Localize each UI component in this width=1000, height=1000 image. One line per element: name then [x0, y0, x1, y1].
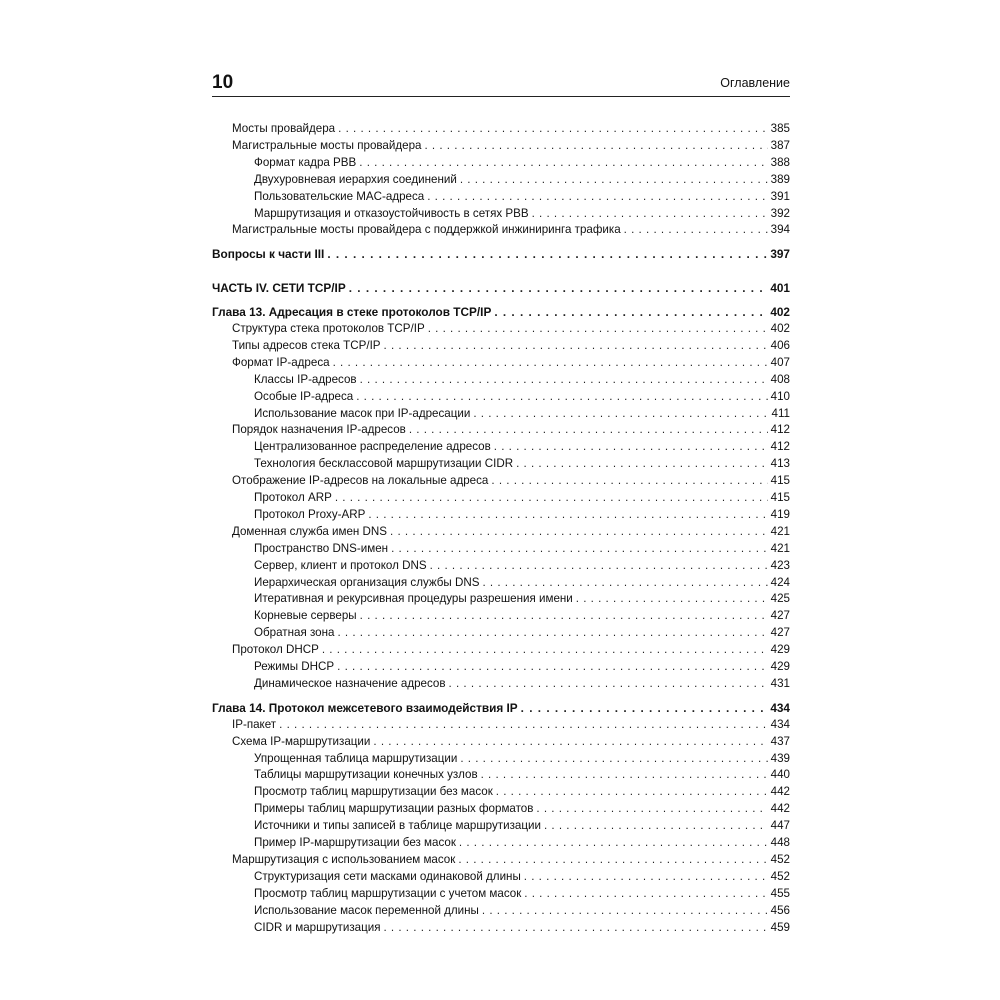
toc-entry-title: Иерархическая организация службы DNS — [254, 575, 480, 589]
toc-entry-page: 429 — [770, 660, 790, 673]
toc-entry — [212, 817, 790, 833]
toc-entry — [212, 624, 790, 640]
toc-entry-title: Динамическое назначение адресов — [254, 676, 446, 690]
toc-entry-page: 452 — [770, 852, 790, 866]
toc-entry — [212, 868, 790, 884]
toc-entry-title: Итеративная и рекурсивная процедуры разрешения имени — [254, 592, 573, 606]
toc-leader-dots — [409, 423, 768, 437]
toc-entry-title: Упрощенная таблица маршрутизации — [254, 751, 458, 765]
toc-entry-page: 392 — [770, 206, 790, 220]
toc-entry-title: ЧАСТЬ IV. СЕТИ TCP/IP — [212, 281, 346, 296]
toc-entry — [212, 438, 790, 454]
toc-leader-dots — [383, 921, 767, 935]
toc-leader-dots — [337, 626, 767, 640]
toc-leader-dots — [460, 752, 767, 766]
toc-leader-dots — [458, 853, 767, 867]
toc-leader-dots — [368, 508, 767, 522]
toc-entry-page: 425 — [770, 592, 790, 606]
toc-entry-title: Структуризация сети масками одинаковой длины — [254, 869, 521, 883]
toc-leader-dots — [459, 836, 768, 850]
toc-leader-dots — [335, 491, 768, 505]
toc-entry-page: 394 — [770, 223, 790, 237]
toc-entry-title: Просмотр таблиц маршрутизации с учетом масок — [254, 886, 522, 900]
toc-entry-title: Обратная зона — [254, 626, 335, 640]
toc-entry — [212, 472, 790, 488]
toc-leader-dots — [338, 122, 768, 136]
toc-entry-page: 415 — [770, 474, 790, 488]
toc-entry-page: 427 — [770, 626, 790, 640]
toc-entry-page: 429 — [770, 643, 790, 657]
toc-entry — [212, 641, 790, 657]
toc-entry-title: Пользовательские MAC-адреса — [254, 189, 425, 203]
toc-entry — [212, 590, 790, 606]
toc-entry-page: 389 — [770, 172, 790, 186]
toc-entry — [212, 245, 790, 261]
toc-entry-page: 410 — [770, 389, 790, 403]
toc-entry-title: Протокол DHCP — [232, 643, 319, 657]
toc-entry-title: Классы IP-адресов — [254, 372, 357, 386]
toc-entry — [212, 279, 790, 295]
toc-entry-page: 406 — [770, 338, 790, 352]
toc-entry-page: 437 — [770, 734, 790, 748]
toc-entry-page: 413 — [770, 457, 790, 471]
toc-leader-dots — [544, 819, 768, 833]
toc-entry — [212, 137, 790, 153]
toc-entry-title: Глава 14. Протокол межсетевого взаимодействия IP — [212, 700, 518, 715]
running-title: Оглавление — [720, 76, 790, 90]
toc-leader-dots — [360, 609, 768, 623]
toc-entry-page: 402 — [770, 322, 790, 335]
toc-entry — [212, 523, 790, 539]
toc-entry-title: Магистральные мосты провайдера с поддержкой инжиниринга трафика — [232, 223, 621, 237]
toc-leader-dots — [359, 156, 767, 170]
toc-entry — [212, 354, 790, 370]
toc-entry — [212, 919, 790, 935]
toc-entry-title: Режимы DHCP — [254, 660, 335, 673]
toc-entry-page: 421 — [770, 524, 790, 538]
toc-entry-title: Двухуровневая иерархия соединений — [254, 172, 457, 186]
toc-entry-page: 442 — [770, 785, 790, 799]
toc-entry-page: 421 — [770, 541, 790, 555]
toc-entry — [212, 783, 790, 799]
toc-leader-dots — [494, 305, 767, 319]
toc-entry-page: 434 — [770, 717, 790, 731]
toc-leader-dots — [536, 802, 767, 816]
toc-entry — [212, 405, 790, 421]
toc-entry-title: Маршрутизация с использованием масок — [232, 852, 456, 866]
toc-entry-page: 447 — [770, 819, 790, 833]
toc-entry-page: 439 — [770, 751, 790, 765]
toc-entry — [212, 750, 790, 766]
toc-entry-page: 412 — [770, 423, 790, 437]
toc-leader-dots — [460, 173, 768, 187]
toc-entry — [212, 388, 790, 404]
toc-leader-dots — [524, 887, 767, 901]
toc-leader-dots — [391, 542, 768, 556]
toc-entry-page: 427 — [770, 609, 790, 623]
toc-entry-page: 459 — [770, 920, 790, 934]
toc-leader-dots — [279, 718, 768, 732]
toc-entry-title: Глава 13. Адресация в стеке протоколов TCP/IP — [212, 305, 492, 320]
toc-leader-dots — [430, 559, 768, 573]
toc-entry-page: 411 — [771, 406, 790, 420]
toc-entry — [212, 188, 790, 204]
toc-leader-dots — [624, 223, 768, 237]
toc-leader-dots — [327, 247, 767, 261]
toc-entry — [212, 540, 790, 556]
toc-entry — [212, 574, 790, 590]
toc-entry-title: Корневые серверы — [254, 609, 357, 623]
toc-entry-title: Отображение IP-адресов на локальные адреса — [232, 474, 489, 488]
toc-entry — [212, 120, 790, 136]
toc-entry — [212, 607, 790, 623]
toc-leader-dots — [532, 207, 768, 221]
toc-entry-page: 402 — [770, 305, 790, 320]
toc-leader-dots — [494, 440, 768, 454]
toc-entry — [212, 371, 790, 387]
toc-entry-page: 388 — [770, 155, 790, 169]
toc-entry-title: Сервер, клиент и протокол DNS — [254, 558, 427, 572]
toc-entry-page: 391 — [770, 189, 790, 203]
toc-leader-dots — [482, 576, 767, 590]
toc-entry — [212, 800, 790, 816]
toc-leader-dots — [427, 190, 767, 204]
toc-entry-page: 412 — [770, 440, 790, 454]
toc-entry-page: 408 — [770, 372, 790, 386]
toc-leader-dots — [481, 768, 768, 782]
toc-leader-dots — [333, 356, 768, 370]
toc-entry-title: Централизованное распределение адресов — [254, 440, 491, 454]
toc-entry-title: Схема IP-маршрутизации — [232, 734, 371, 748]
toc-entry-title: Вопросы к части III — [212, 247, 325, 262]
toc-leader-dots — [521, 701, 768, 715]
toc-leader-dots — [356, 390, 767, 404]
toc-entry-title: Магистральные мосты провайдера — [232, 138, 422, 152]
toc-entry-page: 448 — [770, 836, 790, 849]
toc-entry-title: Источники и типы записей в таблице маршрутизации — [254, 819, 541, 833]
toc-entry — [212, 851, 790, 867]
toc-entry-page: 385 — [770, 122, 790, 135]
toc-leader-dots — [428, 322, 768, 336]
toc-entry — [212, 303, 790, 319]
toc-entry-page: 424 — [770, 575, 790, 589]
toc-entry-title: Протокол Proxy-ARP — [254, 507, 366, 521]
toc-entry-title: Просмотр таблиц маршрутизации без масок — [254, 785, 493, 799]
toc-leader-dots — [384, 339, 768, 353]
toc-entry-title: Порядок назначения IP-адресов — [232, 423, 406, 437]
toc-entry — [212, 506, 790, 522]
toc-entry — [212, 834, 790, 850]
toc-entry-title: Пример IP-маршрутизации без масок — [254, 836, 456, 849]
page-number: 10 — [212, 72, 234, 93]
toc-entry — [212, 733, 790, 749]
toc-entry — [212, 675, 790, 691]
toc-entry — [212, 320, 790, 336]
toc-entry-title: IP-пакет — [232, 717, 277, 731]
toc-leader-dots — [390, 525, 768, 539]
toc-entry-page: 434 — [770, 700, 790, 715]
toc-entry — [212, 902, 790, 918]
toc-entry-page: 456 — [770, 903, 790, 917]
toc-entry — [212, 557, 790, 573]
toc-entry-title: Доменная служба имен DNS — [232, 524, 388, 538]
toc-entry-title: Маршрутизация и отказоустойчивость в сетях PBB — [254, 206, 529, 220]
toc-entry-page: 397 — [770, 247, 790, 262]
toc-entry — [212, 699, 790, 715]
page-header — [212, 72, 790, 96]
toc-entry-page: 423 — [770, 558, 790, 572]
toc-entry — [212, 658, 790, 674]
toc-entry-title: Особые IP-адреса — [254, 389, 354, 403]
toc-leader-dots — [482, 904, 768, 918]
toc-entry — [212, 716, 790, 732]
toc-entry — [212, 205, 790, 221]
toc-leader-dots — [524, 870, 768, 884]
toc-entry — [212, 455, 790, 471]
toc-entry-page: 455 — [770, 886, 790, 900]
toc-leader-dots — [516, 457, 768, 471]
toc-entry-page: 442 — [770, 802, 790, 816]
toc-entry-title: CIDR и маршрутизация — [254, 920, 381, 934]
toc-entry-title: Формат IP-адреса — [232, 355, 330, 369]
toc-entry — [212, 766, 790, 782]
toc-entry — [212, 171, 790, 187]
toc-entry-title: Структура стека протоколов TCP/IP — [232, 322, 425, 335]
toc-leader-dots — [491, 474, 767, 488]
toc-leader-dots — [496, 785, 768, 799]
toc-entry-page: 407 — [770, 355, 790, 369]
toc-leader-dots — [349, 281, 768, 295]
toc-entry-title: Типы адресов стека TCP/IP — [232, 338, 381, 352]
toc-entry — [212, 221, 790, 237]
toc-leader-dots — [449, 677, 768, 691]
toc-entry — [212, 154, 790, 170]
toc-leader-dots — [373, 735, 767, 749]
toc-leader-dots — [322, 643, 768, 657]
toc-entry-page: 419 — [770, 507, 790, 521]
toc-entry — [212, 421, 790, 437]
toc-entry-title: Использование масок при IP-адресации — [254, 406, 471, 420]
toc-leader-dots — [337, 660, 768, 674]
toc-entry-page: 387 — [770, 138, 790, 152]
toc-leader-dots — [473, 407, 768, 421]
toc-entry-title: Таблицы маршрутизации конечных узлов — [254, 768, 478, 782]
toc-entry-page: 401 — [770, 281, 790, 296]
toc-entry — [212, 337, 790, 353]
toc-entry-title: Мосты провайдера — [232, 122, 336, 135]
toc-entry-page: 415 — [770, 491, 790, 504]
toc-entry — [212, 885, 790, 901]
toc-entry-title: Примеры таблиц маршрутизации разных форматов — [254, 802, 534, 816]
toc-entry-title: Формат кадра PBB — [254, 155, 357, 169]
toc-entry — [212, 489, 790, 505]
toc-entry-title: Протокол ARP — [254, 491, 332, 504]
toc-entry-title: Использование масок переменной длины — [254, 903, 479, 917]
toc-leader-dots — [360, 373, 768, 387]
toc-entry-page: 440 — [770, 768, 790, 782]
header-rule — [212, 96, 790, 97]
toc-entry-title: Технология бесклассовой маршрутизации CIDR — [254, 457, 514, 471]
toc-entry-page: 431 — [770, 676, 790, 690]
toc-leader-dots — [424, 139, 767, 153]
toc-entry-title: Пространство DNS-имен — [254, 541, 389, 555]
toc-entry-page: 452 — [770, 869, 790, 883]
toc-leader-dots — [576, 592, 768, 606]
